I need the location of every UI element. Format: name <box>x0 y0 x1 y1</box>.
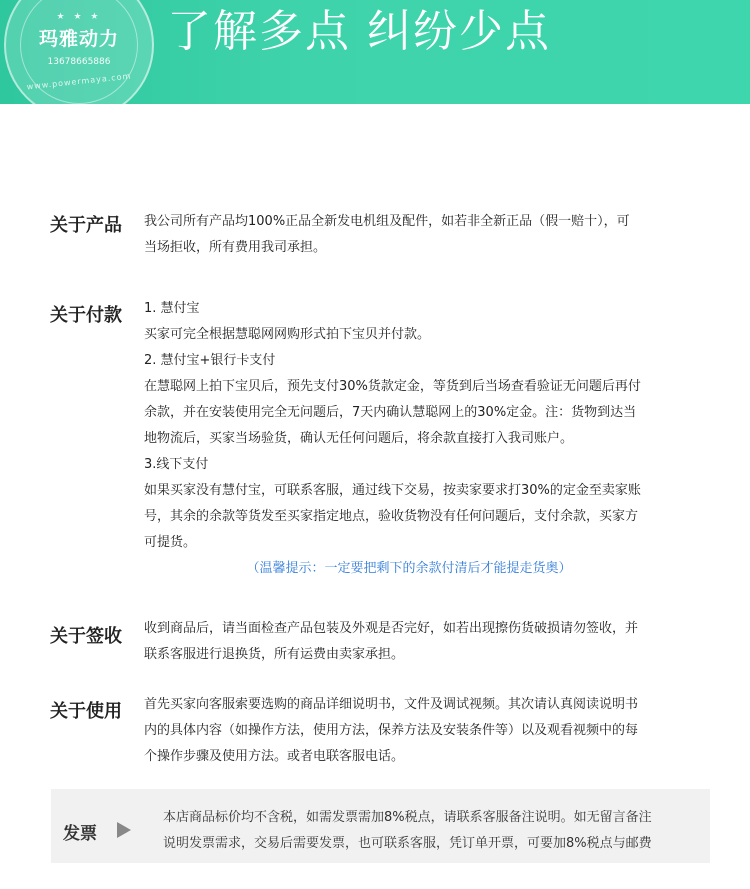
payment-line: 如果买家没有慧付宝，可联系客服，通过线下交易，按卖家要求打30%的定金至卖家账 <box>144 483 641 498</box>
banner-title: 了解多点 纠纷少点 <box>167 6 551 57</box>
invoice-line: 说明发票需求，交易后需要发票，也可联系客服，凭订单开票，可要加8%税点与邮费 <box>163 836 652 851</box>
usage-line: 个操作步骤及使用方法。或者电联客服电话。 <box>144 749 405 764</box>
section-payment-body <box>144 296 726 582</box>
section-receipt-body <box>144 616 726 668</box>
payment-line: 买家可完全根据慧聪网网购形式拍下宝贝并付款。 <box>144 327 431 342</box>
payment-tip: （温馨提示：一定要把剩下的余款付清后才能提走货奥） <box>246 561 572 576</box>
seal-company-name: 玛雅动力 <box>38 28 119 50</box>
play-arrow-icon <box>117 822 131 838</box>
payment-line: 2. 慧付宝+银行卡支付 <box>144 353 276 368</box>
invoice-box <box>51 789 710 863</box>
payment-line: 余款，并在安装使用完全无问题后，7天内确认慧聪网上的30%定金。注：货物到达当 <box>144 405 637 420</box>
seal-phone: 13678665886 <box>47 57 111 67</box>
invoice-label: 发票 <box>63 824 97 844</box>
payment-line: 3.线下支付 <box>144 457 209 472</box>
section-usage-label: 关于使用 <box>50 701 122 722</box>
header-banner <box>0 0 750 104</box>
company-seal-logo <box>4 0 154 104</box>
invoice-text <box>163 805 703 857</box>
section-product-label: 关于产品 <box>50 215 122 236</box>
payment-line: 1. 慧付宝 <box>144 301 200 316</box>
section-payment-label: 关于付款 <box>50 305 122 326</box>
payment-line: 可提货。 <box>144 535 197 550</box>
invoice-line: 本店商品标价均不含税，如需发票需加8%税点，请联系客服备注说明。如无留言备注 <box>163 810 652 825</box>
usage-line: 内的具体内容（如操作方法，使用方法，保养方法及安装条件等）以及观看视频中的每 <box>144 723 639 738</box>
seal-url: www.powermaya.com <box>26 71 132 92</box>
seal-stars: ★ ★ ★ <box>56 12 102 22</box>
receipt-line: 联系客服进行退换货，所有运费由卖家承担。 <box>144 647 405 662</box>
product-line: 当场拒收，所有费用我司承担。 <box>144 240 327 255</box>
payment-line: 地物流后，买家当场验货，确认无任何问题后，将余款直接打入我司账户。 <box>144 431 574 446</box>
receipt-line: 收到商品后，请当面检查产品包装及外观是否完好，如若出现擦伤货破损请勿签收，并 <box>144 621 639 636</box>
section-receipt-label: 关于签收 <box>50 626 122 647</box>
payment-line: 号，其余的余款等货发至买家指定地点，验收货物没有任何问题后，支付余款，买家方 <box>144 509 639 524</box>
section-usage-body <box>144 692 726 770</box>
product-line: 我公司所有产品均100%正品全新发电机组及配件，如若非全新正品（假一赔十），可 <box>144 214 630 229</box>
payment-line: 在慧聪网上拍下宝贝后，预先支付30%货款定金，等货到后当场查看验证无问题后再付 <box>144 379 641 394</box>
usage-line: 首先买家向客服索要选购的商品详细说明书，文件及调试视频。其次请认真阅读说明书 <box>144 697 639 712</box>
section-product-body <box>144 209 726 261</box>
